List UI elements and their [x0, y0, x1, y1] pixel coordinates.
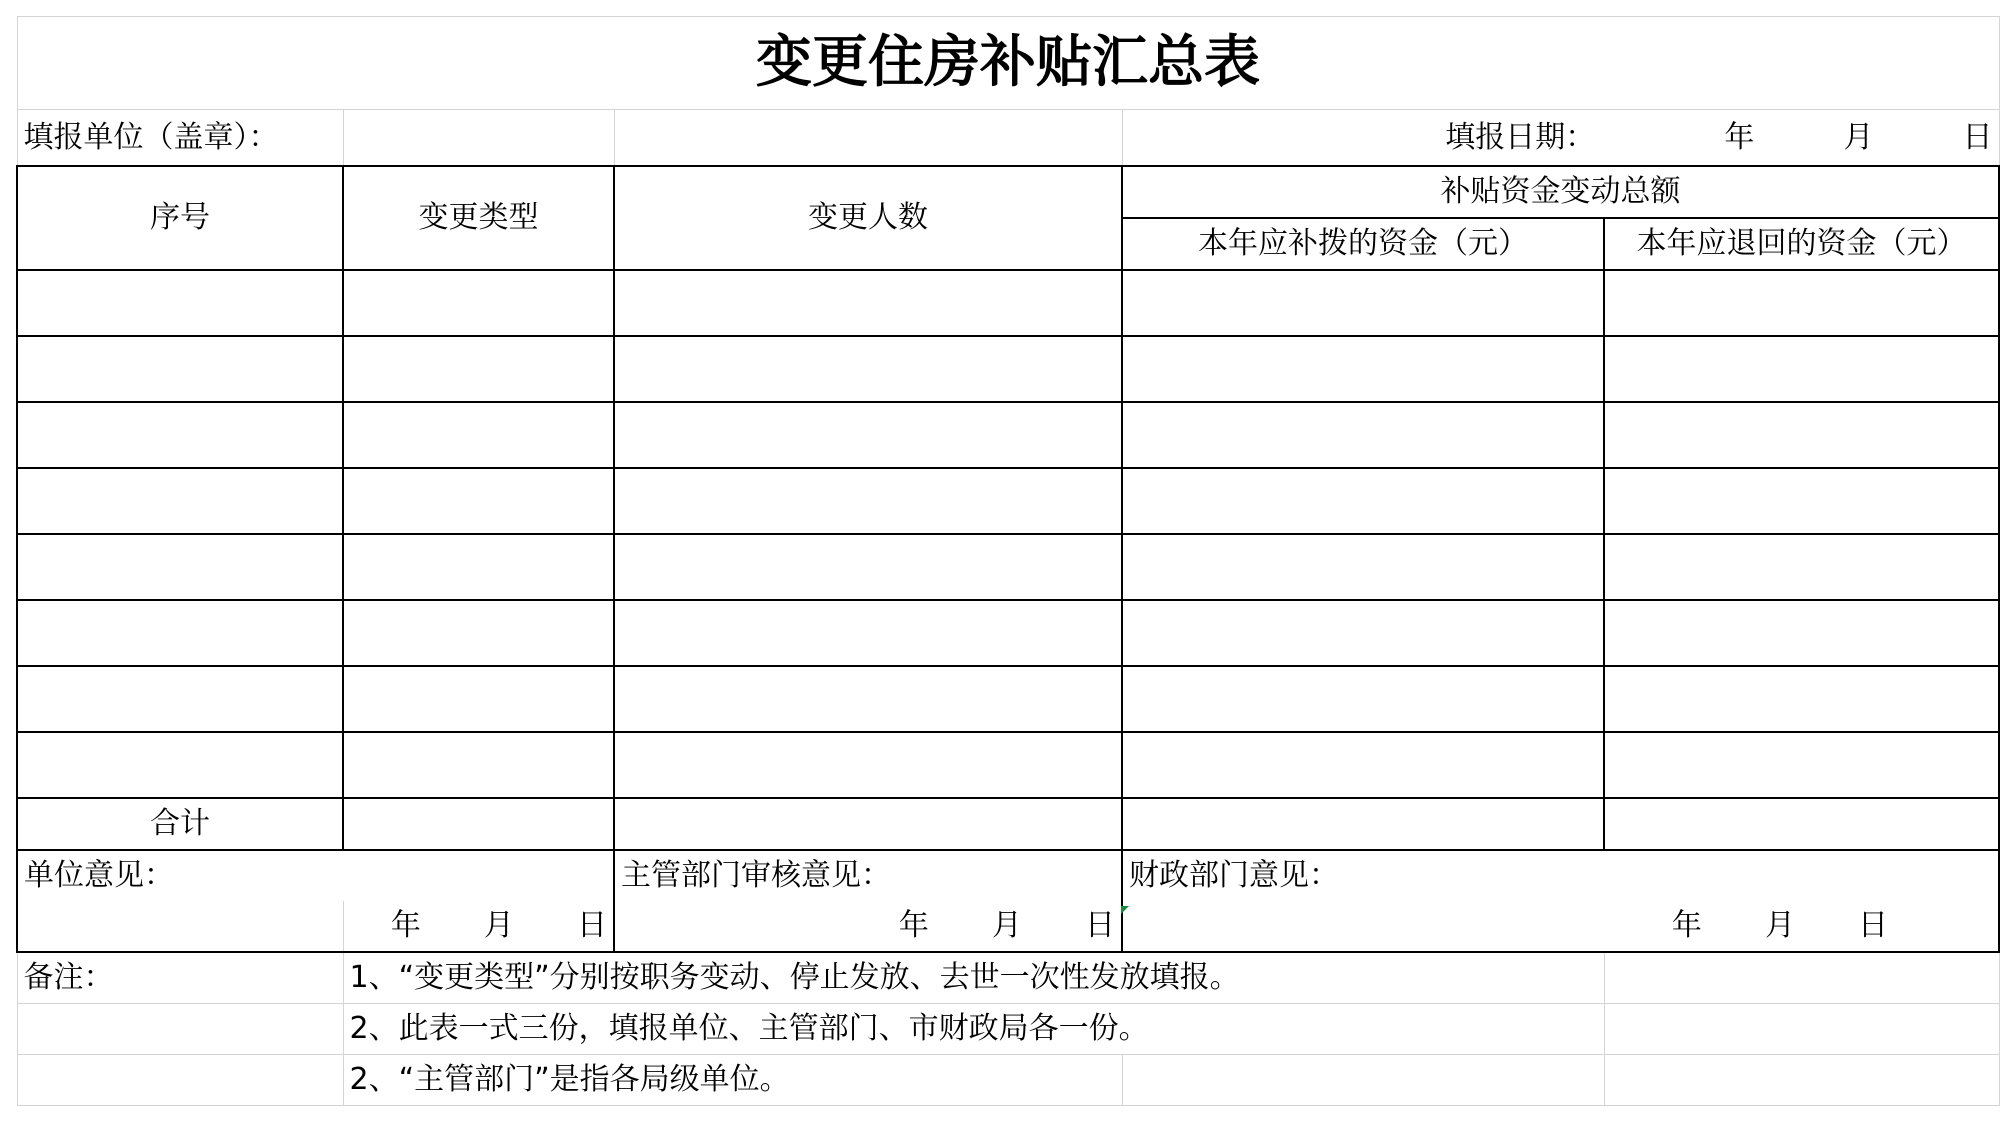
- table-cell[interactable]: [1122, 468, 1604, 534]
- table-cell[interactable]: [1122, 336, 1604, 402]
- table-cell[interactable]: [343, 534, 614, 600]
- note-item: 2、“主管部门”是指各局级单位。: [343, 1054, 1122, 1105]
- total-cell[interactable]: [614, 798, 1122, 850]
- table-cell[interactable]: [1604, 666, 1999, 732]
- note-blank-cell[interactable]: [1604, 1003, 1999, 1054]
- table-cell[interactable]: [343, 600, 614, 666]
- dept-opinion-label: 主管部门审核意见：: [614, 850, 1122, 901]
- header-fund-total: 补贴资金变动总额: [1122, 166, 1999, 218]
- header-change-count: 变更人数: [614, 166, 1122, 270]
- total-cell[interactable]: [343, 798, 614, 850]
- date-month: 月: [1843, 119, 1874, 155]
- table-cell[interactable]: [1604, 534, 1999, 600]
- table-cell[interactable]: [17, 600, 343, 666]
- table-cell[interactable]: [343, 666, 614, 732]
- finance-opinion-date: [1122, 901, 1999, 952]
- table-cell[interactable]: [614, 270, 1122, 336]
- table-cell[interactable]: [1122, 732, 1604, 798]
- note-blank-cell[interactable]: [1604, 1054, 1999, 1105]
- date-label: 填报日期：: [1445, 119, 1596, 155]
- housing-subsidy-summary-table: [16, 16, 2000, 1106]
- table-cell[interactable]: [1604, 402, 1999, 468]
- date-year: 年: [898, 908, 929, 943]
- report-date: [1122, 110, 1999, 166]
- table-cell[interactable]: [343, 336, 614, 402]
- unit-label: 填报单位（盖章）：: [17, 110, 343, 166]
- unit-opinion-label: 单位意见：: [17, 850, 614, 901]
- table-cell[interactable]: [17, 534, 343, 600]
- date-month: 月: [991, 908, 1022, 943]
- table-cell[interactable]: [1122, 270, 1604, 336]
- table-cell[interactable]: [1604, 468, 1999, 534]
- table-cell[interactable]: [614, 468, 1122, 534]
- cell-comment-marker-icon: [1121, 906, 1129, 914]
- date-year: 年: [1671, 908, 1702, 943]
- note-blank-cell[interactable]: [1604, 952, 1999, 1004]
- total-cell[interactable]: [1604, 798, 1999, 850]
- table-cell[interactable]: [614, 666, 1122, 732]
- unit-value-cell[interactable]: [343, 110, 614, 166]
- table-cell[interactable]: [343, 468, 614, 534]
- notes-blank-cell[interactable]: [17, 1054, 343, 1105]
- date-day: 日: [577, 908, 607, 943]
- table-cell[interactable]: [17, 270, 343, 336]
- table-cell[interactable]: [1122, 600, 1604, 666]
- date-day: 日: [1962, 119, 1993, 155]
- finance-opinion-label: 财政部门意见：: [1122, 850, 1999, 901]
- table-cell[interactable]: [614, 732, 1122, 798]
- table-cell[interactable]: [17, 402, 343, 468]
- date-year: 年: [1724, 119, 1755, 155]
- table-cell[interactable]: [1122, 402, 1604, 468]
- table-cell[interactable]: [343, 270, 614, 336]
- date-month: 月: [483, 908, 514, 943]
- notes-label: 备注：: [17, 952, 343, 1004]
- table-cell[interactable]: [1122, 666, 1604, 732]
- note-item: 2、此表一式三份，填报单位、主管部门、市财政局各一份。: [343, 1003, 1604, 1054]
- table-cell[interactable]: [343, 732, 614, 798]
- table-cell[interactable]: [614, 336, 1122, 402]
- table-cell[interactable]: [17, 666, 343, 732]
- table-cell[interactable]: [614, 534, 1122, 600]
- table-cell[interactable]: [17, 732, 343, 798]
- table-cell[interactable]: [17, 468, 343, 534]
- table-cell[interactable]: [1604, 600, 1999, 666]
- header-fund-return: 本年应退回的资金（元）: [1604, 218, 1999, 270]
- notes-blank-cell[interactable]: [17, 1003, 343, 1054]
- table-cell[interactable]: [17, 336, 343, 402]
- table-cell[interactable]: [343, 402, 614, 468]
- page-title: 变更住房补贴汇总表: [17, 17, 1999, 110]
- opinion-blank-cell[interactable]: [17, 901, 343, 952]
- date-year: 年: [390, 908, 421, 943]
- date-day: 日: [1085, 908, 1115, 943]
- info-blank-cell[interactable]: [614, 110, 1122, 166]
- spreadsheet: [16, 16, 1998, 1106]
- table-cell[interactable]: [1604, 270, 1999, 336]
- header-seq: 序号: [17, 166, 343, 270]
- note-item: 1、“变更类型”分别按职务变动、停止发放、去世一次性发放填报。: [343, 952, 1604, 1004]
- dept-opinion-date: [614, 901, 1122, 952]
- table-cell[interactable]: [614, 600, 1122, 666]
- header-fund-add: 本年应补拨的资金（元）: [1122, 218, 1604, 270]
- table-cell[interactable]: [1122, 534, 1604, 600]
- unit-opinion-date: [343, 901, 614, 952]
- note-blank-cell[interactable]: [1122, 1054, 1604, 1105]
- total-label: 合计: [17, 798, 343, 850]
- table-cell[interactable]: [1604, 336, 1999, 402]
- table-cell[interactable]: [1604, 732, 1999, 798]
- date-day: 日: [1858, 908, 1889, 943]
- total-cell[interactable]: [1122, 798, 1604, 850]
- table-cell[interactable]: [614, 402, 1122, 468]
- header-change-type: 变更类型: [343, 166, 614, 270]
- date-month: 月: [1764, 908, 1795, 943]
